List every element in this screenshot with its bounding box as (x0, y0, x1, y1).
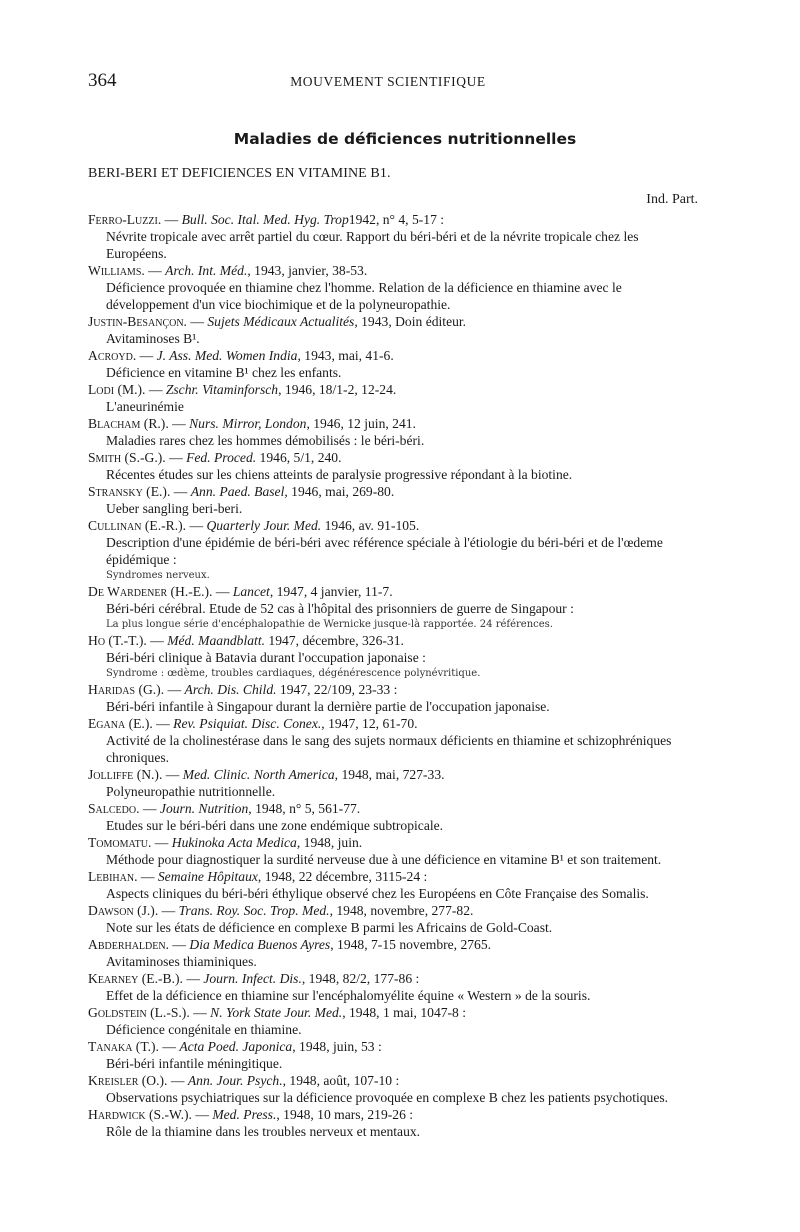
entry-author: Lodi (M.). (88, 382, 146, 397)
bibliography-entry (88, 262, 698, 313)
entry-author: Tanaka (T.). (88, 1039, 159, 1054)
entry-description: Etudes sur le béri-béri dans une zone endémique subtropicale. (106, 818, 444, 833)
entry-author: Lebihan. (88, 869, 138, 884)
entry-journal: Semaine Hôpitaux (157, 869, 258, 884)
entry-journal: Lancet (232, 584, 270, 599)
entry-journal: Arch. Int. Méd. (165, 263, 248, 278)
entry-citation: , 1948, 82/2, 177-86 : (301, 971, 420, 986)
entry-description: Béri-béri clinique à Batavia durant l'occupation japonaise : (106, 650, 426, 665)
entry-dash: — (152, 716, 174, 731)
entry-author: Tomomatu. (88, 835, 152, 850)
entry-citation: 1947, décembre, 326-31. (265, 633, 404, 648)
entry-dash: — (186, 518, 207, 533)
bibliography-entry (88, 381, 698, 415)
entry-dash: — (162, 767, 183, 782)
reference-line (88, 415, 698, 432)
reference-line (88, 1004, 698, 1021)
bibliography-entry (88, 483, 698, 517)
entry-dash: — (139, 801, 160, 816)
document-page (88, 70, 698, 1140)
entry-description: Rôle de la thiamine dans les troubles nerveux et mentaux. (106, 1124, 421, 1139)
bibliography-entry (88, 868, 698, 902)
reference-line (88, 1106, 698, 1123)
entry-description: Béri-béri cérébral. Etude de 52 cas à l'hôpital des prisonniers de guerre de Singapour : (106, 601, 574, 616)
bibliography-entry (88, 681, 698, 715)
bibliography-entry (88, 715, 698, 766)
entry-author: Kreisler (O.). (88, 1073, 168, 1088)
entry-description: Déficience congénitale en thiamine. (106, 1022, 302, 1037)
entry-journal: N. York State Jour. Med. (210, 1005, 343, 1020)
entry-citation: , 1946, 18/1-2, 12-24. (278, 382, 397, 397)
entry-dash: — (136, 348, 157, 363)
entry-description: Description d'une épidémie de béri-béri avec référence spéciale à l'étiologie du béri-béri et de l'œdeme épidémique : (106, 535, 663, 567)
reference-line (88, 632, 698, 649)
entry-description: Effet de la déficience en thiamine sur l'encéphalomyélite équine « Western » de la souris. (106, 988, 591, 1003)
entry-description: Note sur les états de déficience en complexe B parmi les Africains de Gold-Coast. (106, 920, 553, 935)
entry-author: Blacham (R.). (88, 416, 169, 431)
bibliography-entry (88, 970, 698, 1004)
entry-description: L'aneurinémie (106, 399, 184, 414)
bibliography-entry (88, 583, 698, 632)
entry-dash: — (164, 682, 185, 697)
bibliography-entry (88, 1004, 698, 1038)
entry-dash: — (191, 1107, 213, 1122)
entry-journal: Sujets Médicaux Actualités (207, 314, 355, 329)
entry-journal: Fed. Proced. (186, 450, 257, 465)
entry-dash: — (168, 416, 190, 431)
entry-citation: , 1948, juin. (296, 835, 363, 850)
entry-author: Kearney (E.-B.). (88, 971, 183, 986)
entry-journal: Bull. Soc. Ital. Med. Hyg. Trop (181, 212, 349, 227)
entry-journal: Rev. Psiquiat. Disc. Conex. (173, 716, 322, 731)
entry-journal: Zschr. Vitaminforsch (165, 382, 279, 397)
reference-line (88, 1038, 698, 1055)
entry-citation: , 1948, n° 5, 561-77. (248, 801, 361, 816)
entry-description: Avitaminoses B¹. (106, 331, 200, 346)
entry-dash: — (165, 450, 187, 465)
reference-line (88, 868, 698, 885)
entry-journal: J. Ass. Med. Women India (156, 348, 298, 363)
entry-journal: Trans. Roy. Soc. Trop. Med. (178, 903, 330, 918)
bibliography-entry (88, 902, 698, 936)
entry-description: Déficience provoquée en thiamine chez l'homme. Relation de la déficience en thiamine avec le développement d'un vice biochimique et de la polyneuropathie. (106, 280, 622, 312)
entry-journal: Ann. Paed. Basel (190, 484, 285, 499)
entry-description: Observations psychiatriques sur la déficience provoquée en complexe B chez les patients psychotiques. (106, 1090, 669, 1105)
entry-journal: Dia Medica Buenos Ayres (189, 937, 331, 952)
entry-journal: Ann. Jour. Psych. (187, 1073, 283, 1088)
entry-author: Goldstein (L.-S.). (88, 1005, 190, 1020)
entry-author: Haridas (G.). (88, 682, 165, 697)
entry-citation: , 1948, novembre, 277-82. (329, 903, 474, 918)
entry-dash: — (158, 1039, 180, 1054)
entry-journal: Nurs. Mirror, London (189, 416, 307, 431)
entry-dash: — (145, 382, 166, 397)
reference-line (88, 1072, 698, 1089)
reference-line (88, 715, 698, 732)
reference-line (88, 936, 698, 953)
entry-dash: — (212, 584, 233, 599)
entry-author: Egana (E.). (88, 716, 153, 731)
entry-description: Béri-béri infantile à Singapour durant la dernière partie de l'occupation japonaise. (106, 699, 550, 714)
entry-citation: , 1946, 12 juin, 241. (306, 416, 416, 431)
entry-author: Ho (T.-T.). (88, 633, 147, 648)
reference-line (88, 902, 698, 919)
entry-citation: , 1948, 1 mai, 1047-8 : (342, 1005, 467, 1020)
entry-journal: Arch. Dis. Child. (184, 682, 277, 697)
entry-author: Abderhalden. (88, 937, 169, 952)
reference-line (88, 483, 698, 500)
entry-dash: — (169, 937, 190, 952)
entry-author: Williams. (88, 263, 145, 278)
bibliography-entry (88, 415, 698, 449)
entry-citation: , 1948, 22 décembre, 3115-24 : (257, 869, 428, 884)
entry-description: Activité de la cholinestérase dans le sang des sujets normaux déficients en thiamine et schizophréniques chroniques. (106, 733, 672, 765)
entry-author: Jolliffe (N.). (88, 767, 163, 782)
entry-journal: Acta Poed. Japonica (179, 1039, 293, 1054)
entry-dash: — (170, 484, 191, 499)
entry-author: Justin-Besançon. (88, 314, 187, 329)
reference-line (88, 347, 698, 364)
entry-description: Maladies rares chez les hommes démobilisés : le béri-béri. (106, 433, 425, 448)
entry-dash: — (144, 263, 166, 278)
entry-author: Dawson (J.). (88, 903, 159, 918)
entry-dash: — (161, 212, 182, 227)
section-title: Maladies de déficiences nutritionnelles (233, 130, 577, 148)
entry-citation: , 1948, août, 107-10 : (282, 1073, 400, 1088)
entry-citation: , 1947, 4 janvier, 11-7. (269, 584, 393, 599)
entry-description: Ueber sangling beri-beri. (106, 501, 243, 516)
entry-author: Salcedo. (88, 801, 140, 816)
bibliography-entry (88, 1072, 698, 1106)
bibliography-entry (88, 936, 698, 970)
page-header (88, 70, 698, 96)
reference-line (88, 449, 698, 466)
entry-citation: 1946, av. 91-105. (321, 518, 420, 533)
page-number: 364 (88, 70, 117, 91)
entry-description: Méthode pour diagnostiquer la surdité nerveuse due à une déficience en vitamine B¹ et son traitement. (106, 852, 662, 867)
entry-citation: , 1948, 10 mars, 219-26 : (276, 1107, 414, 1122)
entry-description: Polyneuropathie nutritionnelle. (106, 784, 276, 799)
reference-line (88, 517, 698, 534)
entry-dash: — (167, 1073, 188, 1088)
entry-note: Syndrome : œdème, troubles cardiaques, dégénérescence polynévritique. (106, 668, 481, 679)
bibliography-entry (88, 632, 698, 681)
entry-dash: — (151, 835, 172, 850)
entry-author: Hardwick (S.-W.). (88, 1107, 192, 1122)
entry-journal: Journ. Infect. Dis. (203, 971, 302, 986)
entry-journal: Med. Clinic. North America (182, 767, 335, 782)
reference-line (88, 211, 698, 228)
bibliography-entry (88, 313, 698, 347)
reference-line (88, 583, 698, 600)
entry-author: Cullinan (E.-R.). (88, 518, 187, 533)
running-head: MOUVEMENT SCIENTIFIQUE (290, 74, 486, 89)
column-label: Ind. Part. (646, 192, 698, 207)
entry-description: Aspects cliniques du béri-béri éthylique observé chez les Européens en Côte Française des Somalis. (106, 886, 649, 901)
entry-dash: — (137, 869, 158, 884)
entry-journal: Quarterly Jour. Med. (206, 518, 322, 533)
entry-citation: 1942, n° 4, 5-17 : (348, 212, 445, 227)
entry-citation: , 1948, 7-15 novembre, 2765. (330, 937, 492, 952)
entry-author: Stransky (E.). (88, 484, 171, 499)
reference-line (88, 262, 698, 279)
bibliography-entry (88, 211, 698, 262)
entry-citation: , 1946, mai, 269-80. (284, 484, 395, 499)
bibliography-entry (88, 834, 698, 868)
entry-citation: 1946, 5/1, 240. (256, 450, 342, 465)
entry-citation: , 1948, juin, 53 : (292, 1039, 382, 1054)
bibliography-entry (88, 1038, 698, 1072)
entry-journal: Journ. Nutrition (159, 801, 249, 816)
entry-citation: , 1948, mai, 727-33. (334, 767, 445, 782)
entry-description: Avitaminoses thiaminiques. (106, 954, 257, 969)
reference-line (88, 313, 698, 330)
reference-line (88, 381, 698, 398)
entry-dash: — (146, 633, 168, 648)
subheading: BERI-BERI ET DEFICIENCES EN VITAMINE B1. (88, 166, 391, 181)
reference-line (88, 834, 698, 851)
entry-dash: — (182, 971, 204, 986)
entry-description: Déficience en vitamine B¹ chez les enfants. (106, 365, 342, 380)
reference-line (88, 800, 698, 817)
entry-journal: Med. Press. (212, 1107, 277, 1122)
bibliography-entry (88, 800, 698, 834)
bibliography-entry (88, 517, 698, 583)
entry-author: Acroyd. (88, 348, 137, 363)
bibliography-entry (88, 766, 698, 800)
entry-citation: , 1943, janvier, 38-53. (247, 263, 368, 278)
entry-author: Smith (S.-G.). (88, 450, 166, 465)
entry-description: Béri-béri infantile méningitique. (106, 1056, 283, 1071)
entry-dash: — (158, 903, 179, 918)
entry-citation: , 1947, 12, 61-70. (321, 716, 418, 731)
reference-line (88, 766, 698, 783)
entry-citation: 1947, 22/109, 23-33 : (276, 682, 398, 697)
bibliography-entry (88, 347, 698, 381)
bibliography-entry (88, 449, 698, 483)
entry-journal: Méd. Maandblatt. (167, 633, 265, 648)
entry-author: Ferro-Luzzi. (88, 212, 162, 227)
entry-note: Syndromes nerveux. (106, 570, 210, 581)
entry-citation: , 1943, Doin éditeur. (354, 314, 467, 329)
entry-journal: Hukinoka Acta Medica (171, 835, 297, 850)
entry-description: Névrite tropicale avec arrêt partiel du cœur. Rapport du béri-béri et de la névrite tropicale chez les Européens. (106, 229, 639, 261)
bibliography-list (88, 211, 698, 1140)
reference-line (88, 970, 698, 987)
reference-line (88, 681, 698, 698)
entry-dash: — (189, 1005, 211, 1020)
bibliography-entry (88, 1106, 698, 1140)
entry-description: Récentes études sur les chiens atteints de paralysie progressive répondant à la biotine. (106, 467, 573, 482)
entry-dash: — (186, 314, 208, 329)
entry-citation: , 1943, mai, 41-6. (297, 348, 394, 363)
entry-author: De Wardener (H.-E.). (88, 584, 213, 599)
entry-note: La plus longue série d'encéphalopathie de Wernicke jusque-là rapportée. 24 références. (106, 619, 553, 630)
